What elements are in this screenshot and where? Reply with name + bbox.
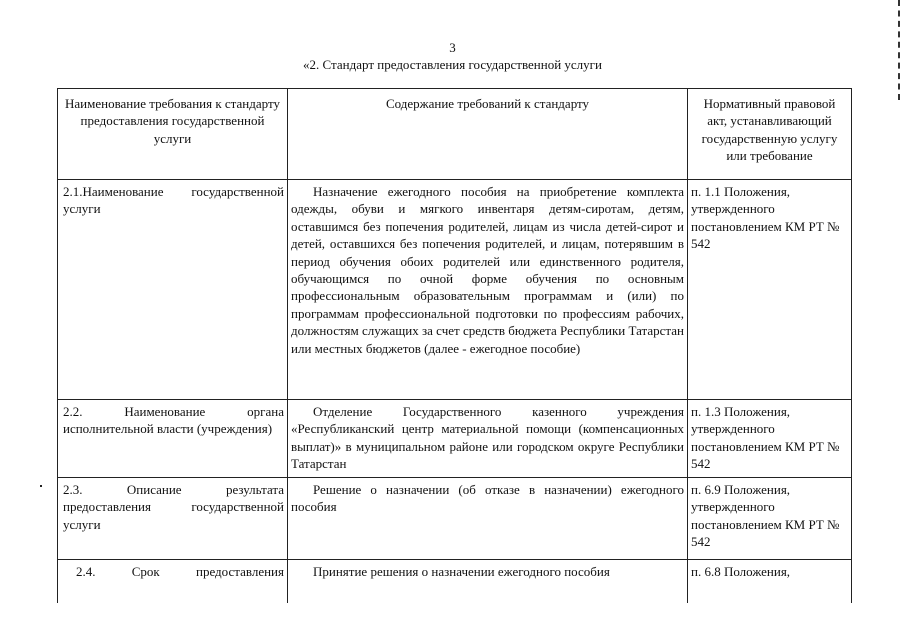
margin-dot	[40, 485, 42, 487]
header-legal-act: Нормативный правовой акт, устанавливающий государственную услугу или требование	[688, 89, 852, 180]
legal-act-cell: п. 1.3 Положения, утвержденного постановлением КМ РТ № 542	[688, 400, 852, 478]
table-header-row	[58, 89, 852, 180]
requirement-name-cell: 2.1.Наименование государственной услуги	[58, 180, 288, 400]
requirement-name-cell: 2.4. Срок предоставления	[58, 560, 288, 604]
page-number: 3	[449, 40, 456, 55]
legal-act-cell: п. 1.1 Положения, утвержденного постановлением КМ РТ № 542	[688, 180, 852, 400]
table-row	[58, 560, 852, 604]
requirement-name-cell: 2.3. Описание результата предоставления государственной услуги	[58, 478, 288, 560]
requirement-content-cell: Решение о назначении (об отказе в назначении) ежегодного пособия	[288, 478, 688, 560]
table-row	[58, 478, 852, 560]
requirement-content-cell: Принятие решения о назначении ежегодного пособия	[288, 560, 688, 604]
requirement-content-cell: Назначение ежегодного пособия на приобретение комплекта одежды, обуви и мягкого инвентаря детям-сиротам, детям, оставшимся без попечения родителей, лицам из числа детей-сирот и детей, оставшихся без попечения родителей, и лицам, потерявшим в период обучения обоих родителей или единственного родителя, обучающимся по очной форме обучения по основным профессиональным образовательным программам и (или) по программам профессиональной подготовки по профессиям рабочих, должностям служащих за счет средств бюджета Республики Татарстан или местных бюджетов (далее - ежегодное пособие)	[288, 180, 688, 400]
scan-edge-mark	[898, 0, 904, 100]
section-title: «2. Стандарт предоставления государственной услуги	[303, 57, 602, 72]
table-row	[58, 180, 852, 400]
standard-table	[57, 88, 852, 603]
requirement-name-cell: 2.2. Наименование органа исполнительной власти (учреждения)	[58, 400, 288, 478]
legal-act-cell: п. 6.8 Положения,	[688, 560, 852, 604]
header-requirement-name: Наименование требования к стандарту предоставления государственной услуги	[58, 89, 288, 180]
table-row	[58, 400, 852, 478]
requirement-content-cell: Отделение Государственного казенного учреждения «Республиканский центр материальной помощи (компенсационных выплат)» в муниципальном районе или городском округе Республики Татарстан	[288, 400, 688, 478]
legal-act-cell: п. 6.9 Положения, утвержденного постановлением КМ РТ № 542	[688, 478, 852, 560]
header-requirement-content: Содержание требований к стандарту	[288, 89, 688, 180]
